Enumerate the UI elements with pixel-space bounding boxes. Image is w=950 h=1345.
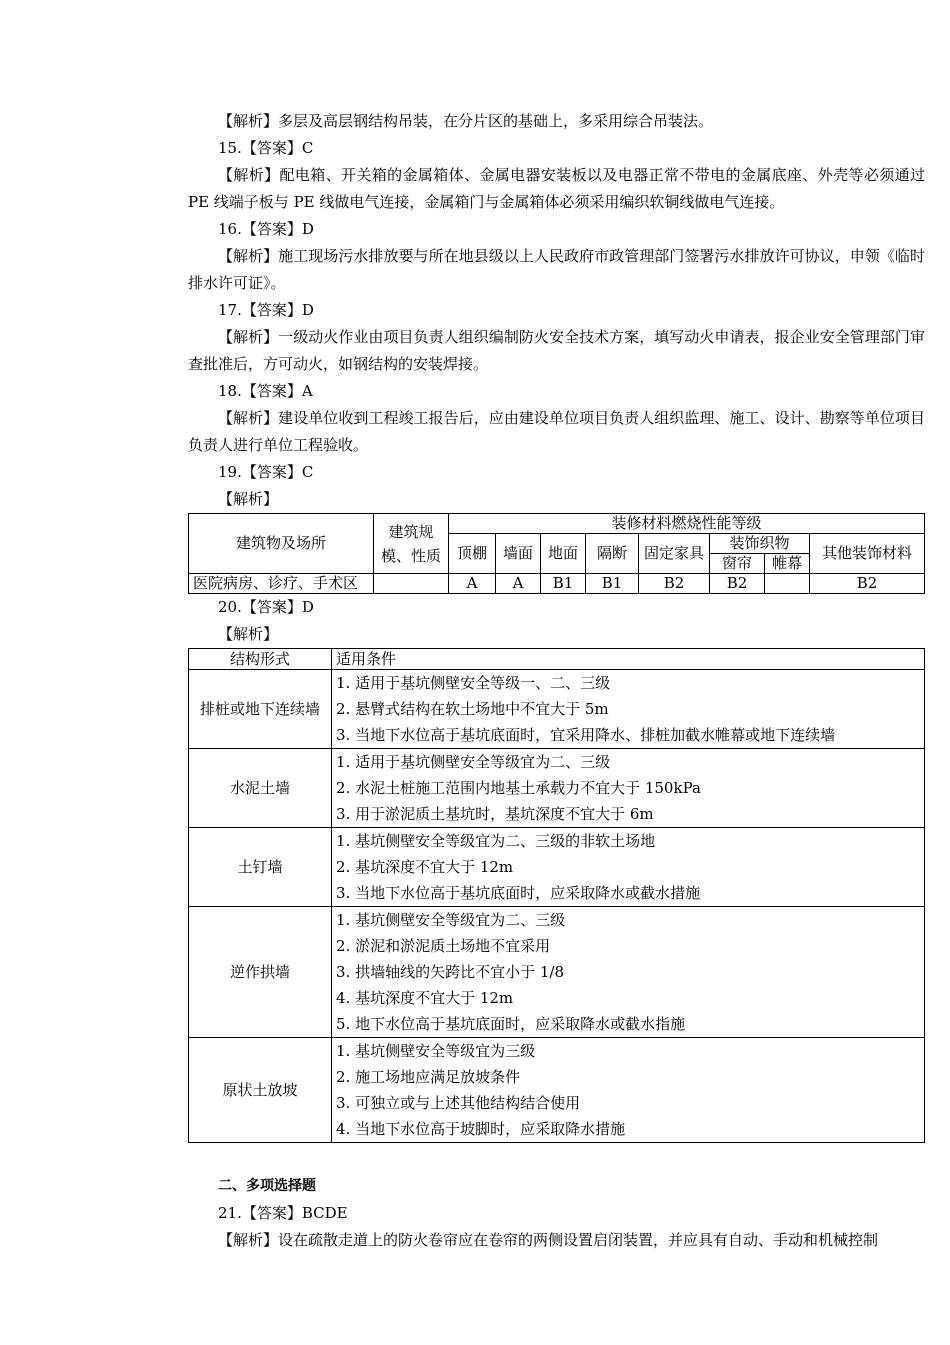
table-row bbox=[189, 749, 925, 828]
condition-item: 5. 地下水位高于基坑底面时，应采取降水或截水指施 bbox=[336, 1015, 686, 1033]
cell-form: 排桩或地下连续墙 bbox=[189, 670, 332, 749]
answer-line: 19.【答案】C bbox=[218, 463, 314, 481]
condition-item: 1. 基坑侧壁安全等级宜为二、三级 bbox=[336, 911, 566, 929]
cell-conditions bbox=[332, 828, 925, 907]
header-group: 装修材料燃烧性能等级 bbox=[449, 514, 925, 534]
header-wall: 墙面 bbox=[496, 534, 541, 574]
condition-item: 3. 可独立或与上述其他结构结合使用 bbox=[336, 1094, 581, 1112]
table-row bbox=[189, 670, 925, 749]
cell-building: 医院病房、诊疗、手术区 bbox=[189, 574, 374, 594]
cell-curtain: B2 bbox=[710, 574, 765, 594]
section-title: 二、多项选择题 bbox=[218, 1178, 316, 1194]
analysis-paragraph: 【解析】配电箱、开关箱的金属箱体、金属电器安装板以及电器正常不带电的金属底座、外壳等必须通过 PE 线端子板与 PE 线做电气连接，金属箱门与金属箱体必须采用编织软铜线做电气连接。 bbox=[188, 166, 925, 211]
cell-drape bbox=[765, 574, 810, 594]
condition-item: 3. 拱墙轴线的矢跨比不宜小于 1/8 bbox=[336, 963, 564, 981]
analysis-paragraph: 【解析】设在疏散走道上的防火卷帘应在卷帘的两侧设置启闭装置，并应具有自动、手动和机械控制 bbox=[218, 1231, 879, 1249]
analysis-paragraph: 【解析】施工现场污水排放要与所在地县级以上人民政府市政管理部门签署污水排放许可协议，申领《临时排水许可证》。 bbox=[188, 247, 925, 292]
answer-line: 15.【答案】C bbox=[218, 139, 314, 157]
condition-item: 1. 适用于基坑侧壁安全等级一、二、三级 bbox=[336, 674, 611, 692]
answer-line: 21.【答案】BCDE bbox=[218, 1204, 348, 1222]
table-row bbox=[189, 828, 925, 907]
table-row bbox=[189, 574, 925, 594]
analysis-label: 【解析】 bbox=[218, 490, 279, 508]
condition-item: 3. 用于淤泥质土基坑时，基坑深度不宜大于 6m bbox=[336, 805, 654, 823]
condition-item: 3. 当地下水位高于基坑底面时，应采取降水或截水措施 bbox=[336, 884, 701, 902]
answer-line: 16.【答案】D bbox=[218, 220, 314, 238]
table-row bbox=[189, 907, 925, 1038]
condition-item: 3. 当地下水位高于基坑底面时，宜采用降水、排桩加截水帷幕或地下连续墙 bbox=[336, 726, 836, 744]
header-form: 结构形式 bbox=[189, 649, 332, 670]
header-building: 建筑物及场所 bbox=[189, 514, 374, 574]
analysis-paragraph: 【解析】建设单位收到工程竣工报告后，应由建设单位项目负责人组织监理、施工、设计、勘察等单位项目负责人进行单位工程验收。 bbox=[188, 409, 925, 454]
cell-wall: A bbox=[496, 574, 541, 594]
condition-item: 1. 基坑侧壁安全等级宜为二、三级的非软土场地 bbox=[336, 832, 656, 850]
cell-scale bbox=[374, 574, 449, 594]
condition-item: 2. 淤泥和淤泥质土场地不宜采用 bbox=[336, 937, 551, 955]
condition-item: 2. 施工场地应满足放坡条件 bbox=[336, 1068, 521, 1086]
cell-form: 水泥土墙 bbox=[189, 749, 332, 828]
document-page bbox=[188, 108, 925, 1254]
analysis-paragraph: 【解析】多层及高层钢结构吊装，在分片区的基础上，多采用综合吊装法。 bbox=[218, 112, 714, 130]
retaining-structure-table bbox=[188, 648, 925, 1143]
fire-rating-table bbox=[188, 513, 925, 594]
condition-item: 2. 悬臂式结构在软土场地中不宜大于 5m bbox=[336, 700, 609, 718]
condition-item: 2. 基坑深度不宜大于 12m bbox=[336, 858, 514, 876]
header-floor: 地面 bbox=[541, 534, 586, 574]
header-textile: 装饰织物 bbox=[710, 534, 810, 554]
header-other: 其他装饰材料 bbox=[810, 534, 925, 574]
answer-line: 18.【答案】A bbox=[218, 382, 313, 400]
cell-conditions bbox=[332, 749, 925, 828]
cell-form: 逆作拱墙 bbox=[189, 907, 332, 1038]
header-furniture: 固定家具 bbox=[639, 534, 710, 574]
header-curtain: 窗帘 bbox=[710, 554, 765, 574]
condition-item: 4. 基坑深度不宜大于 12m bbox=[336, 989, 514, 1007]
cell-conditions bbox=[332, 1038, 925, 1143]
cell-form: 原状土放坡 bbox=[189, 1038, 332, 1143]
table-row bbox=[189, 1038, 925, 1143]
analysis-label: 【解析】 bbox=[218, 625, 279, 643]
condition-item: 4. 当地下水位高于坡脚时，应采取降水措施 bbox=[336, 1120, 626, 1138]
header-conditions: 适用条件 bbox=[332, 649, 925, 670]
analysis-paragraph: 【解析】一级动火作业由项目负责人组织编制防火安全技术方案，填写动火申请表，报企业安全管理部门审查批准后，方可动火，如钢结构的安装焊接。 bbox=[188, 328, 925, 373]
header-scale: 建筑规模、性质 bbox=[374, 514, 449, 574]
cell-conditions bbox=[332, 907, 925, 1038]
cell-partition: B1 bbox=[586, 574, 639, 594]
condition-item: 1. 基坑侧壁安全等级宜为三级 bbox=[336, 1042, 536, 1060]
cell-conditions bbox=[332, 670, 925, 749]
cell-furniture: B2 bbox=[639, 574, 710, 594]
answer-line: 17.【答案】D bbox=[218, 301, 314, 319]
cell-floor: B1 bbox=[541, 574, 586, 594]
condition-item: 2. 水泥土桩施工范围内地基土承载力不宜大于 150kPa bbox=[336, 779, 701, 797]
answer-line: 20.【答案】D bbox=[218, 598, 314, 616]
condition-item: 1. 适用于基坑侧壁安全等级宜为二、三级 bbox=[336, 753, 611, 771]
header-partition: 隔断 bbox=[586, 534, 639, 574]
cell-ceiling: A bbox=[449, 574, 496, 594]
header-drape: 帷幕 bbox=[765, 554, 810, 574]
cell-form: 土钉墙 bbox=[189, 828, 332, 907]
header-ceiling: 顶棚 bbox=[449, 534, 496, 574]
cell-other: B2 bbox=[810, 574, 925, 594]
